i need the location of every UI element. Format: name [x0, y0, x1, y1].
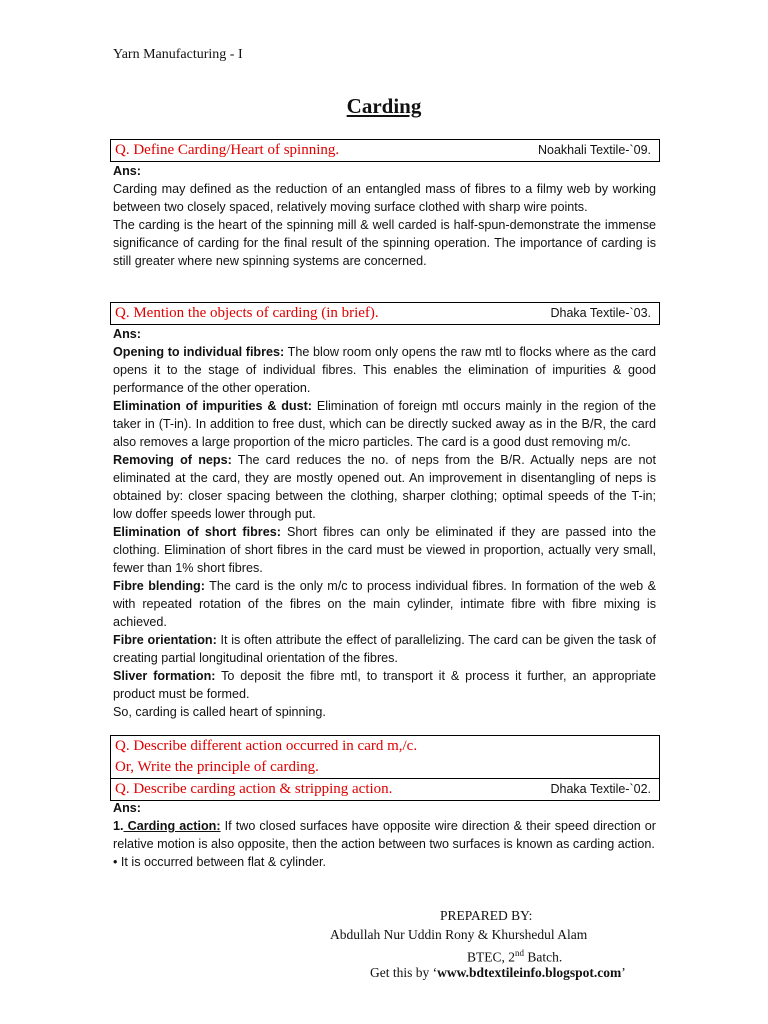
item-heading: Carding action:	[123, 819, 221, 833]
answer-label: Ans:	[113, 327, 141, 341]
question-text: Q. Describe carding action & stripping action.	[115, 781, 393, 797]
object-item-text: It is often attribute the effect of parallelizing. The card can be given the task of creating partial longitudinal orientation of the fibres.	[113, 633, 656, 665]
prepared-by-label: PREPARED BY:	[440, 908, 533, 923]
question-box-1	[110, 139, 660, 162]
object-item-text: Short fibres can only be eliminated if they are passed into the clothing. Elimination of short fibres in the card must be viewed in proportion, actually very small, fewer than 1% short fibres.	[113, 525, 656, 575]
question-source: Dhaka Textile-`03.	[550, 306, 651, 320]
object-item-heading: Elimination of impurities & dust:	[113, 399, 313, 413]
answer-paragraph: Carding may defined as the reduction of an entangled mass of fibres to a filmy web by working between two closely spaced, relatively moving surface clothed with sharp wire points.	[113, 182, 656, 214]
question-text: Q. Describe different action occurred in card m,/c.	[115, 738, 418, 754]
question-text: Q. Define Carding/Heart of spinning.	[115, 142, 340, 158]
answer-3	[113, 799, 656, 871]
object-item-text: The blow room only opens the raw mtl to flocks where as the card opens it to the stage of individual fibres. This enables the elimination of impurities & good performance of the other operation.	[113, 345, 656, 395]
batch-info: BTEC, 2nd Batch.	[467, 948, 563, 965]
item-text: If two closed surfaces have opposite wire direction & their speed direction or relative motion is also opposite, then the action between two surfaces is known as carding action.	[113, 819, 656, 851]
object-item	[113, 577, 656, 631]
question-box-3	[110, 735, 660, 801]
object-item	[113, 451, 656, 523]
running-header: Yarn Manufacturing - I	[113, 47, 243, 62]
answer-paragraph	[113, 817, 656, 853]
object-item-text: The card reduces the no. of neps from the B/R. Actually neps are not eliminated at the card, they are mostly opened out. An improvement in disentangling of neps is obtained by: closer spacing between the clothing, sharper clothing; optimal speeds of the T-in; low doffer speeds lower through put.	[113, 453, 656, 521]
source-url[interactable]: www.bdtextileinfo.blogspot.com	[437, 965, 622, 980]
authors: Abdullah Nur Uddin Rony & Khurshedul Alam	[330, 927, 588, 942]
question-source: Dhaka Textile-`02.	[550, 782, 651, 796]
question-source: Noakhali Textile-`09.	[537, 143, 651, 157]
object-item-heading: Opening to individual fibres:	[113, 345, 285, 359]
object-item	[113, 667, 656, 703]
object-item-heading: Fibre orientation:	[113, 633, 217, 647]
conclusion-text: So, carding is called heart of spinning.	[113, 705, 326, 719]
object-item-text: Elimination of foreign mtl occurs mainly in the region of the taker in (T-in). In addition to free dust, which can be directly sucked away as in the B/R, the card also removes a large proportion of the micro particles. The card is a good dust removing m/c.	[113, 399, 656, 449]
answer-label: Ans:	[113, 801, 141, 815]
bullet-item: • It is occurred between flat & cylinder.	[113, 855, 327, 869]
object-item-heading: Fibre blending:	[113, 579, 205, 593]
answer-2	[113, 325, 656, 721]
object-item-heading: Elimination of short fibres:	[113, 525, 281, 539]
item-number: 1.	[113, 819, 124, 833]
object-item-text: To deposit the fibre mtl, to transport it & process it further, an appropriate product must be formed.	[113, 669, 656, 701]
object-item	[113, 397, 656, 451]
question-text: Or, Write the principle of carding.	[115, 759, 319, 775]
object-item-text: The card is the only m/c to process individual fibres. In formation of the web & with repeated rotation of the fibres on the main cylinder, intimate fibre with fibre mixing is achieved.	[113, 579, 656, 629]
answer-1	[113, 162, 656, 270]
question-text: Q. Mention the objects of carding (in brief).	[115, 305, 379, 321]
answer-paragraph: The carding is the heart of the spinning mill & well carded is half-spun-demonstrate the immense significance of carding for the final result of the spinning operation. The importance of carding is still greater where new spinning systems are concerned.	[113, 218, 656, 268]
object-item-heading: Removing of neps:	[113, 453, 232, 467]
source-link-line: Get this by ‘www.bdtextileinfo.blogspot.com’	[370, 965, 626, 980]
page-title: Carding	[346, 94, 422, 118]
object-item-heading: Sliver formation:	[113, 669, 216, 683]
question-box-2	[110, 302, 660, 325]
object-item	[113, 343, 656, 397]
answer-label: Ans:	[113, 164, 141, 178]
object-item	[113, 523, 656, 577]
object-item	[113, 631, 656, 667]
